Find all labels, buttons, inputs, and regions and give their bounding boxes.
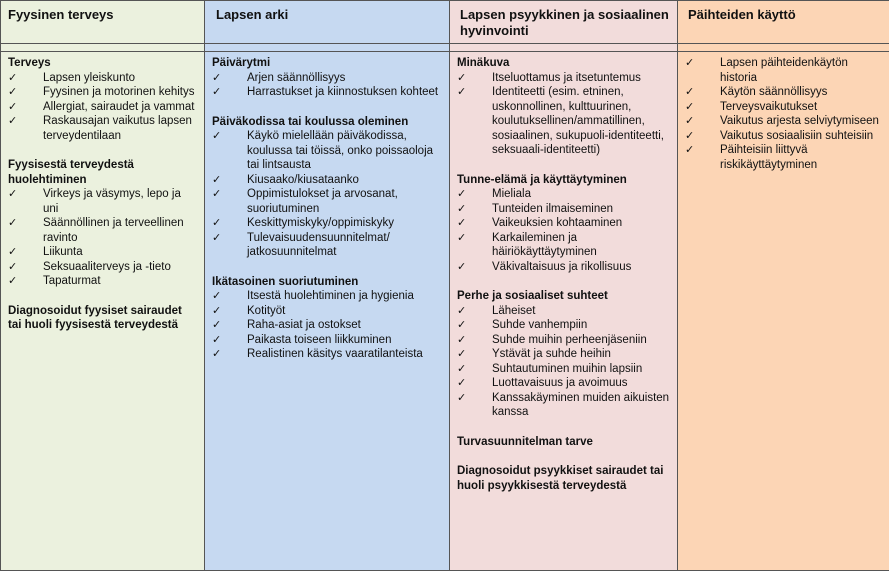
checklist-item-label: Allergiat, sairaudet ja vammat [43, 100, 195, 113]
checklist-item [212, 85, 443, 100]
checklist-item-label: Itsestä huolehtiminen ja hygienia [247, 290, 414, 302]
checkmark-icon: ✓ [457, 260, 467, 273]
checklist-item-label: Liikunta [43, 246, 83, 258]
checklist-item [457, 231, 673, 260]
checkmark-icon: ✓ [457, 71, 467, 84]
checklist-item [212, 347, 443, 362]
checklist-item [457, 85, 673, 158]
checklist-item [8, 100, 198, 115]
checkmark-icon: ✓ [212, 290, 222, 302]
checklist-item [457, 333, 673, 348]
checklist-item-label: Arjen säännöllisyys [247, 71, 346, 84]
checkmark-icon: ✓ [8, 217, 18, 229]
checklist-item-label: Suhde vanhempiin [492, 319, 588, 331]
checklist-item [685, 114, 885, 129]
section-spacer [457, 274, 673, 289]
checklist-item-label: Harrastukset ja kiinnostuksen kohteet [247, 86, 439, 98]
checkmark-icon: ✓ [457, 319, 467, 331]
checklist-item-label: Väkivaltaisuus ja rikollisuus [492, 260, 632, 273]
checkmark-icon: ✓ [212, 173, 222, 186]
checklist-item [457, 347, 673, 362]
checkmark-icon: ✓ [212, 130, 222, 142]
checklist-item [212, 187, 443, 216]
checklist-item [457, 376, 673, 391]
checklist-item [212, 71, 443, 86]
section-title: Päiväkodissa tai koulussa oleminen [212, 115, 409, 128]
checklist-item [8, 187, 198, 216]
checkmark-icon: ✓ [212, 348, 222, 360]
checkmark-icon: ✓ [212, 188, 222, 200]
column-psychological-wellbeing [450, 1, 678, 570]
checklist-item [457, 202, 673, 217]
checklist [212, 129, 443, 260]
checkmark-icon: ✓ [457, 188, 467, 200]
column-body [678, 51, 889, 570]
checkmark-icon: ✓ [457, 231, 467, 244]
checklist-item-label: Vaikeuksien kohtaaminen [492, 217, 623, 229]
section-spacer [8, 289, 198, 304]
column-header: Lapsen arki [205, 1, 449, 44]
checklist-item [457, 304, 673, 319]
checklist-item-label: Virkeys ja väsymys, lepo ja uni [43, 188, 181, 215]
section-spacer [8, 143, 198, 158]
section-spacer [212, 260, 443, 275]
checklist-item-label: Tunteiden ilmaiseminen [492, 202, 614, 215]
checklist-item-label: Tapaturmat [43, 275, 101, 287]
checklist [212, 289, 443, 362]
section-spacer [457, 449, 673, 464]
checklist [8, 71, 198, 144]
checkmark-icon: ✓ [685, 115, 695, 127]
checklist-item [8, 216, 198, 245]
column-body [205, 51, 449, 570]
checklist-item-label: Luottavaisuus ja avoimuus [492, 377, 628, 389]
checklist-item-label: Karkaileminen ja häiriökäyttäytyminen [492, 231, 597, 258]
checklist-item [457, 391, 673, 420]
section-spacer [457, 158, 673, 173]
checklist-item-label: Itseluottamus ja itsetuntemus [492, 71, 641, 84]
checklist-item [8, 274, 198, 289]
checkmark-icon: ✓ [457, 333, 467, 346]
checkmark-icon: ✓ [8, 188, 18, 200]
checklist-item [212, 318, 443, 333]
checklist-item-label: Käytön säännöllisyys [720, 86, 828, 98]
checklist [457, 187, 673, 274]
checkmark-icon: ✓ [8, 260, 18, 273]
checkmark-icon: ✓ [8, 246, 18, 258]
checklist-item-label: Suhde muihin perheenjäseniin [492, 333, 647, 346]
checklist-item [685, 85, 885, 100]
checkmark-icon: ✓ [8, 115, 18, 127]
checklist-item [212, 333, 443, 348]
checklist-item-label: Raskausajan vaikutus lapsen terveydentilaan [43, 115, 192, 142]
column-body [1, 51, 204, 570]
checklist-item-label: Vaikutus arjesta selviytymiseen [720, 115, 879, 127]
section-title: Terveys [8, 57, 51, 69]
checklist-item-label: Oppimistulokset ja arvosanat, suoriutuminen [247, 188, 398, 215]
checkmark-icon: ✓ [8, 71, 18, 84]
checklist-item-label: Keskittymiskyky/oppimiskyky [247, 217, 394, 229]
section-title: Turvasuunnitelman tarve [457, 435, 593, 448]
checklist-item [8, 85, 198, 100]
checkmark-icon: ✓ [212, 304, 222, 317]
checklist-item-label: Realistinen käsitys vaaratilanteista [247, 348, 423, 360]
checklist-item [212, 173, 443, 188]
checkmark-icon: ✓ [8, 100, 18, 113]
checklist-item-label: Suhtautuminen muihin lapsiin [492, 362, 643, 375]
section-title: Päivärytmi [212, 57, 271, 69]
checklist-item [685, 129, 885, 144]
checkmark-icon: ✓ [457, 348, 467, 360]
checklist-item-label: Seksuaaliterveys ja -tieto [43, 260, 171, 273]
section-title: Diagnosoidut fyysiset sairaudet tai huoli fyysisestä terveydestä [8, 304, 182, 331]
checklist-item-label: Säännöllinen ja terveellinen ravinto [43, 217, 184, 244]
checklist-item [212, 216, 443, 231]
checklist-item-label: Vaikutus sosiaalisiin suhteisiin [720, 129, 874, 142]
checklist-item-label: Raha-asiat ja ostokset [247, 319, 361, 331]
checkmark-icon: ✓ [212, 333, 222, 346]
checkmark-icon: ✓ [685, 57, 695, 69]
checkmark-icon: ✓ [212, 319, 222, 331]
checkmark-icon: ✓ [8, 275, 18, 287]
checklist-item [457, 216, 673, 231]
checklist-item-label: Tulevaisuudensuunnitelmat/ jatkosuunnitelmat [247, 231, 390, 258]
checklist-item [212, 231, 443, 260]
checklist-item-label: Kotityöt [247, 304, 286, 317]
column-child-daily-life [205, 1, 450, 570]
checkmark-icon: ✓ [457, 304, 467, 317]
checklist-item-label: Kanssakäyminen muiden aikuisten kanssa [492, 391, 670, 418]
checklist-item [212, 289, 443, 304]
column-physical-health [1, 1, 205, 570]
checklist-item [8, 71, 198, 86]
checklist-item [457, 362, 673, 377]
checklist-item [212, 304, 443, 319]
checklist-item [8, 245, 198, 260]
checkmark-icon: ✓ [457, 362, 467, 375]
section-title: Tunne-elämä ja käyttäytyminen [457, 173, 627, 186]
checkmark-icon: ✓ [685, 144, 695, 156]
checklist-item-label: Terveysvaikutukset [720, 100, 818, 113]
checkmark-icon: ✓ [685, 86, 695, 98]
checklist-item-label: Kiusaako/kiusataanko [247, 173, 359, 186]
checkmark-icon: ✓ [457, 217, 467, 229]
checklist-item-label: Päihteisiin liittyvä riskikäyttäytyminen [720, 144, 818, 171]
checklist-item [685, 100, 885, 115]
checkmark-icon: ✓ [212, 231, 222, 244]
checklist-item [457, 260, 673, 275]
column-header: Fyysinen terveys [1, 1, 204, 44]
checklist [685, 56, 885, 172]
checklist-item-label: Käykö mielellään päiväkodissa, koulussa tai töissä, onko poissaoloja tai lintsausta [247, 130, 434, 171]
checklist-item-label: Mieliala [492, 188, 531, 200]
checklist-item-label: Identiteetti (esim. etninen, uskonnollinen, kulttuurinen, koulutuksellinen/ammatillinen, sosiaalinen, sukupuoli-identiteetti, seksuaali-identiteetti) [492, 86, 664, 156]
checkmark-icon: ✓ [457, 86, 467, 98]
column-header: Päihteiden käyttö [678, 1, 889, 44]
checkmark-icon: ✓ [457, 377, 467, 389]
section-title: Perhe ja sosiaaliset suhteet [457, 290, 608, 302]
checklist-item-label: Läheiset [492, 304, 536, 317]
checklist [212, 71, 443, 100]
checkmark-icon: ✓ [685, 129, 695, 142]
column-header: Lapsen psyykkinen ja sosiaalinen hyvinvointi [450, 1, 677, 44]
section-title: Ikätasoinen suoriutuminen [212, 275, 359, 288]
checklist-item [457, 318, 673, 333]
checkmark-icon: ✓ [457, 391, 467, 404]
section-spacer [457, 420, 673, 435]
section-spacer [212, 100, 443, 115]
column-substance-use [678, 1, 889, 570]
section-title: Diagnosoidut psyykkiset sairaudet tai huoli psyykkisestä terveydestä [457, 465, 664, 492]
checklist-item-label: Fyysinen ja motorinen kehitys [43, 86, 195, 98]
checklist-item [457, 187, 673, 202]
section-title: Fyysisestä terveydestä huolehtiminen [8, 159, 134, 186]
checkmark-icon: ✓ [212, 71, 222, 84]
checkmark-icon: ✓ [457, 202, 467, 215]
checkmark-icon: ✓ [212, 86, 222, 98]
checklist-item [8, 114, 198, 143]
checklist [457, 71, 673, 158]
checklist [457, 304, 673, 420]
checklist-item-label: Lapsen päihteidenkäytön historia [720, 57, 848, 84]
checklist-item-label: Paikasta toiseen liikkuminen [247, 333, 392, 346]
checklist [8, 187, 198, 289]
checkmark-icon: ✓ [685, 100, 695, 113]
checklist-item-label: Lapsen yleiskunto [43, 71, 136, 84]
checklist-item-label: Ystävät ja suhde heihin [492, 348, 611, 360]
checklist-item [212, 129, 443, 173]
column-body [450, 51, 677, 570]
checklist-item [685, 56, 885, 85]
checkmark-icon: ✓ [212, 217, 222, 229]
checkmark-icon: ✓ [8, 86, 18, 98]
section-title: Minäkuva [457, 57, 510, 69]
checklist-item [8, 260, 198, 275]
checklist-item [685, 143, 885, 172]
checklist-item [457, 71, 673, 86]
